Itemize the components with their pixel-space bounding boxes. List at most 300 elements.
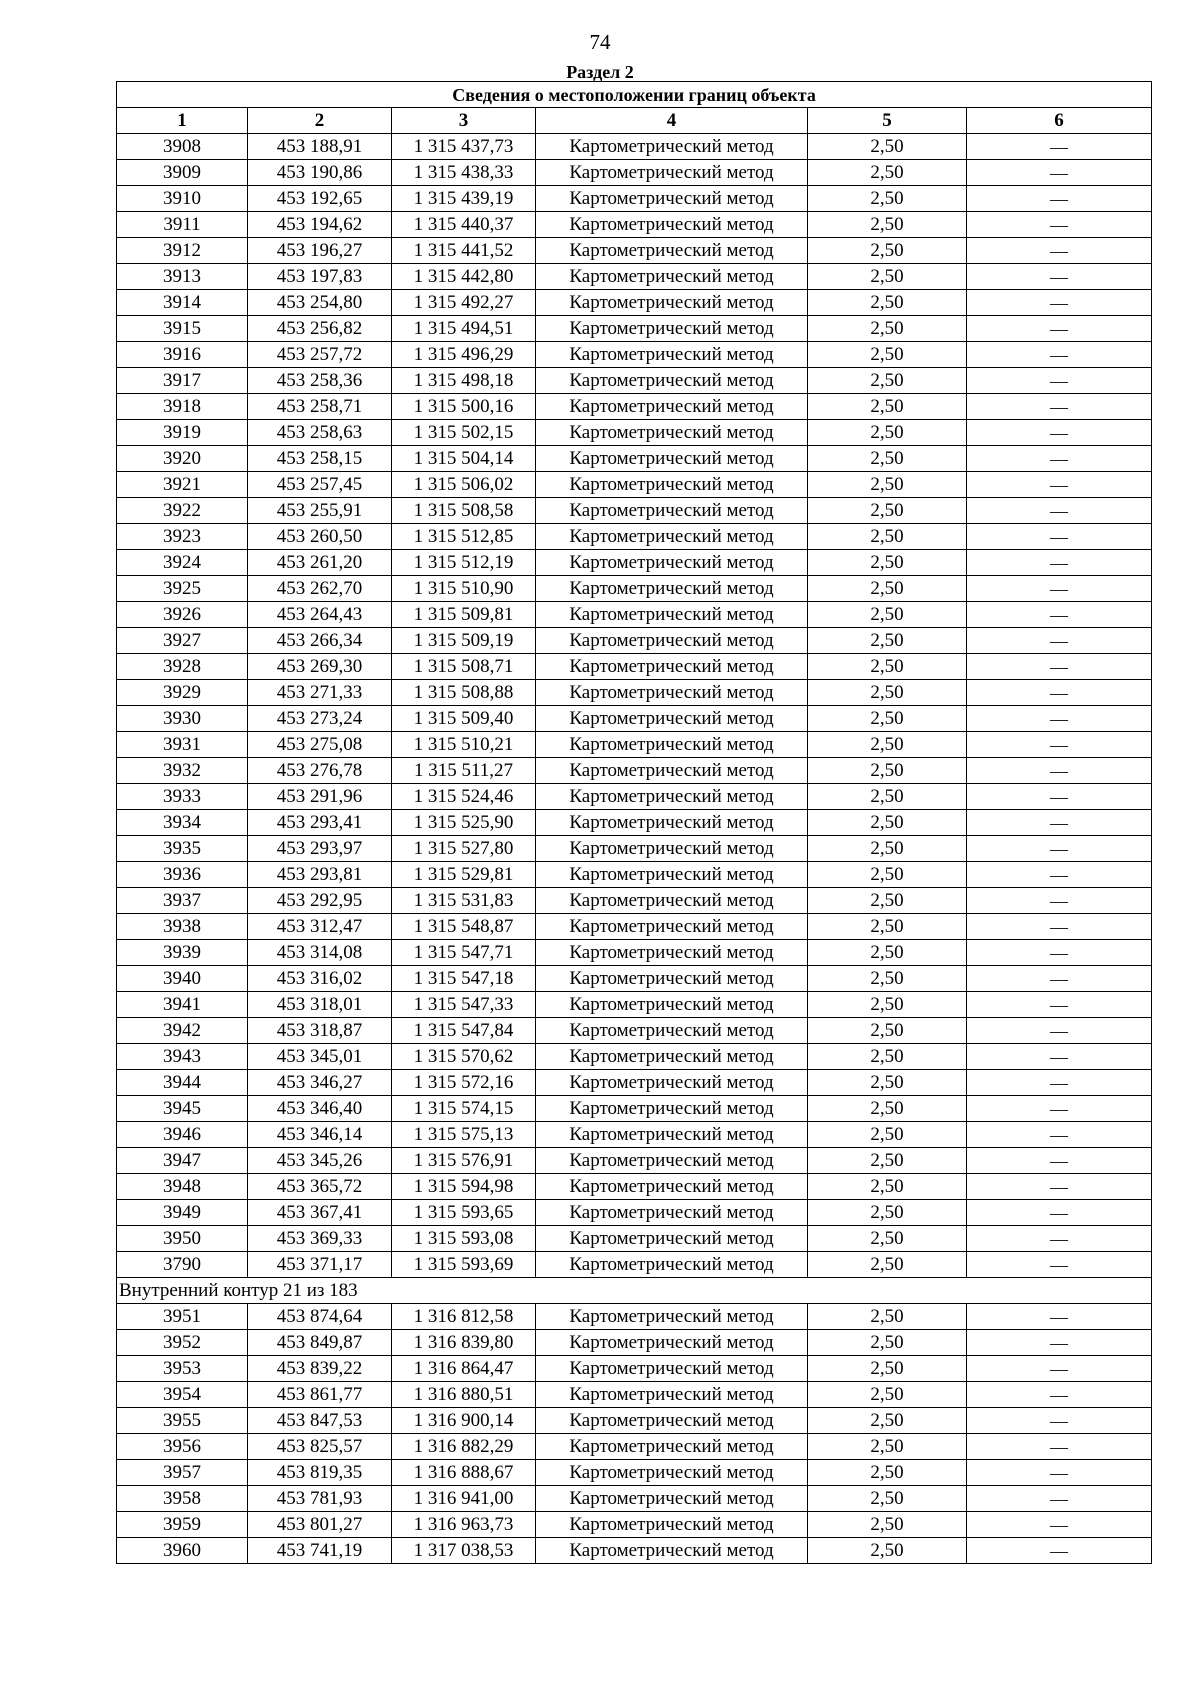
y-coordinate-cell: 1 315 506,02 xyxy=(392,472,536,498)
point-number-cell: 3915 xyxy=(117,316,248,342)
accuracy-cell: 2,50 xyxy=(808,862,967,888)
table-row xyxy=(117,1408,1152,1434)
table-row xyxy=(117,420,1152,446)
x-coordinate-cell: 453 264,43 xyxy=(248,602,392,628)
point-number-cell: 3947 xyxy=(117,1148,248,1174)
y-coordinate-cell: 1 315 440,37 xyxy=(392,212,536,238)
description-cell: — xyxy=(967,212,1152,238)
y-coordinate-cell: 1 315 492,27 xyxy=(392,290,536,316)
description-cell: — xyxy=(967,1460,1152,1486)
point-number-cell: 3913 xyxy=(117,264,248,290)
table-row xyxy=(117,1486,1152,1512)
accuracy-cell: 2,50 xyxy=(808,758,967,784)
description-cell: — xyxy=(967,498,1152,524)
description-cell: — xyxy=(967,706,1152,732)
y-coordinate-cell: 1 316 839,80 xyxy=(392,1330,536,1356)
method-cell: Картометрический метод xyxy=(536,966,808,992)
point-number-cell: 3921 xyxy=(117,472,248,498)
accuracy-cell: 2,50 xyxy=(808,1538,967,1564)
point-number-cell: 3926 xyxy=(117,602,248,628)
column-header: 6 xyxy=(967,108,1152,134)
method-cell: Картометрический метод xyxy=(536,446,808,472)
accuracy-cell: 2,50 xyxy=(808,914,967,940)
table-row xyxy=(117,602,1152,628)
accuracy-cell: 2,50 xyxy=(808,420,967,446)
y-coordinate-cell: 1 315 510,21 xyxy=(392,732,536,758)
method-cell: Картометрический метод xyxy=(536,1382,808,1408)
table-row xyxy=(117,1460,1152,1486)
x-coordinate-cell: 453 258,36 xyxy=(248,368,392,394)
method-cell: Картометрический метод xyxy=(536,238,808,264)
column-header: 1 xyxy=(117,108,248,134)
y-coordinate-cell: 1 316 864,47 xyxy=(392,1356,536,1382)
method-cell: Картометрический метод xyxy=(536,524,808,550)
table-row xyxy=(117,1096,1152,1122)
method-cell: Картометрический метод xyxy=(536,680,808,706)
table-row xyxy=(117,1148,1152,1174)
y-coordinate-cell: 1 315 547,84 xyxy=(392,1018,536,1044)
y-coordinate-cell: 1 315 502,15 xyxy=(392,420,536,446)
table-row xyxy=(117,1304,1152,1330)
accuracy-cell: 2,50 xyxy=(808,238,967,264)
y-coordinate-cell: 1 315 509,19 xyxy=(392,628,536,654)
accuracy-cell: 2,50 xyxy=(808,316,967,342)
table-row xyxy=(117,784,1152,810)
accuracy-cell: 2,50 xyxy=(808,1122,967,1148)
table-row xyxy=(117,836,1152,862)
table-row xyxy=(117,1538,1152,1564)
x-coordinate-cell: 453 254,80 xyxy=(248,290,392,316)
method-cell: Картометрический метод xyxy=(536,1356,808,1382)
method-cell: Картометрический метод xyxy=(536,134,808,160)
method-cell: Картометрический метод xyxy=(536,1304,808,1330)
x-coordinate-cell: 453 849,87 xyxy=(248,1330,392,1356)
table-row xyxy=(117,212,1152,238)
y-coordinate-cell: 1 315 572,16 xyxy=(392,1070,536,1096)
description-cell: — xyxy=(967,1304,1152,1330)
point-number-cell: 3919 xyxy=(117,420,248,446)
y-coordinate-cell: 1 315 593,65 xyxy=(392,1200,536,1226)
description-cell: — xyxy=(967,836,1152,862)
point-number-cell: 3956 xyxy=(117,1434,248,1460)
y-coordinate-cell: 1 315 547,71 xyxy=(392,940,536,966)
accuracy-cell: 2,50 xyxy=(808,1226,967,1252)
x-coordinate-cell: 453 260,50 xyxy=(248,524,392,550)
table-row xyxy=(117,680,1152,706)
description-cell: — xyxy=(967,888,1152,914)
point-number-cell: 3908 xyxy=(117,134,248,160)
y-coordinate-cell: 1 316 963,73 xyxy=(392,1512,536,1538)
accuracy-cell: 2,50 xyxy=(808,368,967,394)
method-cell: Картометрический метод xyxy=(536,1018,808,1044)
y-coordinate-cell: 1 315 548,87 xyxy=(392,914,536,940)
accuracy-cell: 2,50 xyxy=(808,966,967,992)
accuracy-cell: 2,50 xyxy=(808,1434,967,1460)
accuracy-cell: 2,50 xyxy=(808,940,967,966)
y-coordinate-cell: 1 315 498,18 xyxy=(392,368,536,394)
table-row xyxy=(117,1512,1152,1538)
contour-label: Внутренний контур 21 из 183 xyxy=(117,1278,1152,1304)
x-coordinate-cell: 453 293,41 xyxy=(248,810,392,836)
accuracy-cell: 2,50 xyxy=(808,1096,967,1122)
x-coordinate-cell: 453 275,08 xyxy=(248,732,392,758)
point-number-cell: 3790 xyxy=(117,1252,248,1278)
table-caption-row xyxy=(117,82,1152,108)
table-row xyxy=(117,1122,1152,1148)
point-number-cell: 3928 xyxy=(117,654,248,680)
method-cell: Картометрический метод xyxy=(536,1330,808,1356)
description-cell: — xyxy=(967,1512,1152,1538)
table-row xyxy=(117,940,1152,966)
accuracy-cell: 2,50 xyxy=(808,1486,967,1512)
method-cell: Картометрический метод xyxy=(536,940,808,966)
x-coordinate-cell: 453 257,72 xyxy=(248,342,392,368)
accuracy-cell: 2,50 xyxy=(808,134,967,160)
description-cell: — xyxy=(967,758,1152,784)
point-number-cell: 3936 xyxy=(117,862,248,888)
x-coordinate-cell: 453 365,72 xyxy=(248,1174,392,1200)
method-cell: Картометрический метод xyxy=(536,784,808,810)
point-number-cell: 3912 xyxy=(117,238,248,264)
description-cell: — xyxy=(967,550,1152,576)
method-cell: Картометрический метод xyxy=(536,706,808,732)
x-coordinate-cell: 453 266,34 xyxy=(248,628,392,654)
method-cell: Картометрический метод xyxy=(536,472,808,498)
method-cell: Картометрический метод xyxy=(536,1174,808,1200)
method-cell: Картометрический метод xyxy=(536,1252,808,1278)
description-cell: — xyxy=(967,576,1152,602)
column-header: 2 xyxy=(248,108,392,134)
table-row xyxy=(117,732,1152,758)
y-coordinate-cell: 1 315 442,80 xyxy=(392,264,536,290)
description-cell: — xyxy=(967,1434,1152,1460)
description-cell: — xyxy=(967,810,1152,836)
description-cell: — xyxy=(967,1408,1152,1434)
y-coordinate-cell: 1 315 593,08 xyxy=(392,1226,536,1252)
description-cell: — xyxy=(967,654,1152,680)
y-coordinate-cell: 1 315 547,18 xyxy=(392,966,536,992)
y-coordinate-cell: 1 315 547,33 xyxy=(392,992,536,1018)
table-row xyxy=(117,1070,1152,1096)
table-row xyxy=(117,628,1152,654)
y-coordinate-cell: 1 315 575,13 xyxy=(392,1122,536,1148)
description-cell: — xyxy=(967,680,1152,706)
description-cell: — xyxy=(967,186,1152,212)
accuracy-cell: 2,50 xyxy=(808,1304,967,1330)
description-cell: — xyxy=(967,966,1152,992)
y-coordinate-cell: 1 315 512,85 xyxy=(392,524,536,550)
accuracy-cell: 2,50 xyxy=(808,1044,967,1070)
point-number-cell: 3957 xyxy=(117,1460,248,1486)
point-number-cell: 3938 xyxy=(117,914,248,940)
method-cell: Картометрический метод xyxy=(536,1226,808,1252)
accuracy-cell: 2,50 xyxy=(808,550,967,576)
y-coordinate-cell: 1 315 529,81 xyxy=(392,862,536,888)
x-coordinate-cell: 453 312,47 xyxy=(248,914,392,940)
description-cell: — xyxy=(967,1252,1152,1278)
description-cell: — xyxy=(967,940,1152,966)
table-row xyxy=(117,524,1152,550)
description-cell: — xyxy=(967,1538,1152,1564)
table-body xyxy=(117,134,1152,1564)
accuracy-cell: 2,50 xyxy=(808,186,967,212)
point-number-cell: 3955 xyxy=(117,1408,248,1434)
method-cell: Картометрический метод xyxy=(536,1044,808,1070)
method-cell: Картометрический метод xyxy=(536,1460,808,1486)
point-number-cell: 3934 xyxy=(117,810,248,836)
y-coordinate-cell: 1 315 437,73 xyxy=(392,134,536,160)
table-row xyxy=(117,498,1152,524)
description-cell: — xyxy=(967,1486,1152,1512)
description-cell: — xyxy=(967,1174,1152,1200)
x-coordinate-cell: 453 825,57 xyxy=(248,1434,392,1460)
y-coordinate-cell: 1 317 038,53 xyxy=(392,1538,536,1564)
table-row xyxy=(117,1018,1152,1044)
accuracy-cell: 2,50 xyxy=(808,810,967,836)
method-cell: Картометрический метод xyxy=(536,160,808,186)
y-coordinate-cell: 1 315 508,58 xyxy=(392,498,536,524)
table-row xyxy=(117,394,1152,420)
method-cell: Картометрический метод xyxy=(536,836,808,862)
description-cell: — xyxy=(967,602,1152,628)
point-number-cell: 3930 xyxy=(117,706,248,732)
y-coordinate-cell: 1 315 508,71 xyxy=(392,654,536,680)
description-cell: — xyxy=(967,1148,1152,1174)
y-coordinate-cell: 1 315 512,19 xyxy=(392,550,536,576)
point-number-cell: 3948 xyxy=(117,1174,248,1200)
y-coordinate-cell: 1 315 500,16 xyxy=(392,394,536,420)
point-number-cell: 3932 xyxy=(117,758,248,784)
method-cell: Картометрический метод xyxy=(536,420,808,446)
x-coordinate-cell: 453 839,22 xyxy=(248,1356,392,1382)
description-cell: — xyxy=(967,732,1152,758)
x-coordinate-cell: 453 345,26 xyxy=(248,1148,392,1174)
y-coordinate-cell: 1 315 439,19 xyxy=(392,186,536,212)
accuracy-cell: 2,50 xyxy=(808,576,967,602)
x-coordinate-cell: 453 367,41 xyxy=(248,1200,392,1226)
point-number-cell: 3944 xyxy=(117,1070,248,1096)
accuracy-cell: 2,50 xyxy=(808,290,967,316)
accuracy-cell: 2,50 xyxy=(808,1070,967,1096)
y-coordinate-cell: 1 315 576,91 xyxy=(392,1148,536,1174)
accuracy-cell: 2,50 xyxy=(808,628,967,654)
point-number-cell: 3933 xyxy=(117,784,248,810)
x-coordinate-cell: 453 847,53 xyxy=(248,1408,392,1434)
method-cell: Картометрический метод xyxy=(536,394,808,420)
y-coordinate-cell: 1 315 508,88 xyxy=(392,680,536,706)
method-cell: Картометрический метод xyxy=(536,1408,808,1434)
x-coordinate-cell: 453 256,82 xyxy=(248,316,392,342)
description-cell: — xyxy=(967,1044,1152,1070)
method-cell: Картометрический метод xyxy=(536,602,808,628)
point-number-cell: 3958 xyxy=(117,1486,248,1512)
method-cell: Картометрический метод xyxy=(536,1434,808,1460)
x-coordinate-cell: 453 314,08 xyxy=(248,940,392,966)
method-cell: Картометрический метод xyxy=(536,758,808,784)
table-row xyxy=(117,862,1152,888)
y-coordinate-cell: 1 315 594,98 xyxy=(392,1174,536,1200)
description-cell: — xyxy=(967,628,1152,654)
method-cell: Картометрический метод xyxy=(536,810,808,836)
description-cell: — xyxy=(967,238,1152,264)
section-title: Раздел 2 xyxy=(566,62,634,82)
accuracy-cell: 2,50 xyxy=(808,1148,967,1174)
accuracy-cell: 2,50 xyxy=(808,1460,967,1486)
point-number-cell: 3959 xyxy=(117,1512,248,1538)
accuracy-cell: 2,50 xyxy=(808,732,967,758)
x-coordinate-cell: 453 258,71 xyxy=(248,394,392,420)
x-coordinate-cell: 453 190,86 xyxy=(248,160,392,186)
point-number-cell: 3920 xyxy=(117,446,248,472)
method-cell: Картометрический метод xyxy=(536,212,808,238)
table-row xyxy=(117,966,1152,992)
table-row xyxy=(117,368,1152,394)
table-row xyxy=(117,238,1152,264)
y-coordinate-cell: 1 315 438,33 xyxy=(392,160,536,186)
y-coordinate-cell: 1 316 888,67 xyxy=(392,1460,536,1486)
accuracy-cell: 2,50 xyxy=(808,498,967,524)
y-coordinate-cell: 1 316 882,29 xyxy=(392,1434,536,1460)
table-row xyxy=(117,264,1152,290)
x-coordinate-cell: 453 318,87 xyxy=(248,1018,392,1044)
x-coordinate-cell: 453 192,65 xyxy=(248,186,392,212)
accuracy-cell: 2,50 xyxy=(808,394,967,420)
table-row xyxy=(117,1174,1152,1200)
table-row xyxy=(117,1356,1152,1382)
accuracy-cell: 2,50 xyxy=(808,212,967,238)
point-number-cell: 3917 xyxy=(117,368,248,394)
column-header: 3 xyxy=(392,108,536,134)
point-number-cell: 3927 xyxy=(117,628,248,654)
point-number-cell: 3935 xyxy=(117,836,248,862)
method-cell: Картометрический метод xyxy=(536,914,808,940)
description-cell: — xyxy=(967,316,1152,342)
description-cell: — xyxy=(967,1200,1152,1226)
table-row xyxy=(117,1044,1152,1070)
accuracy-cell: 2,50 xyxy=(808,160,967,186)
description-cell: — xyxy=(967,290,1152,316)
method-cell: Картометрический метод xyxy=(536,732,808,758)
method-cell: Картометрический метод xyxy=(536,1122,808,1148)
accuracy-cell: 2,50 xyxy=(808,1252,967,1278)
accuracy-cell: 2,50 xyxy=(808,654,967,680)
table-row xyxy=(117,914,1152,940)
x-coordinate-cell: 453 874,64 xyxy=(248,1304,392,1330)
method-cell: Картометрический метод xyxy=(536,576,808,602)
accuracy-cell: 2,50 xyxy=(808,264,967,290)
table-row xyxy=(117,1200,1152,1226)
table-row xyxy=(117,316,1152,342)
method-cell: Картометрический метод xyxy=(536,1200,808,1226)
accuracy-cell: 2,50 xyxy=(808,836,967,862)
x-coordinate-cell: 453 861,77 xyxy=(248,1382,392,1408)
point-number-cell: 3922 xyxy=(117,498,248,524)
x-coordinate-cell: 453 291,96 xyxy=(248,784,392,810)
method-cell: Картометрический метод xyxy=(536,1538,808,1564)
point-number-cell: 3950 xyxy=(117,1226,248,1252)
y-coordinate-cell: 1 316 880,51 xyxy=(392,1382,536,1408)
column-header: 4 xyxy=(536,108,808,134)
x-coordinate-cell: 453 258,63 xyxy=(248,420,392,446)
method-cell: Картометрический метод xyxy=(536,368,808,394)
y-coordinate-cell: 1 315 496,29 xyxy=(392,342,536,368)
description-cell: — xyxy=(967,394,1152,420)
method-cell: Картометрический метод xyxy=(536,498,808,524)
accuracy-cell: 2,50 xyxy=(808,1356,967,1382)
point-number-cell: 3945 xyxy=(117,1096,248,1122)
method-cell: Картометрический метод xyxy=(536,1148,808,1174)
x-coordinate-cell: 453 346,40 xyxy=(248,1096,392,1122)
description-cell: — xyxy=(967,862,1152,888)
accuracy-cell: 2,50 xyxy=(808,1174,967,1200)
x-coordinate-cell: 453 269,30 xyxy=(248,654,392,680)
accuracy-cell: 2,50 xyxy=(808,602,967,628)
table-row xyxy=(117,758,1152,784)
description-cell: — xyxy=(967,446,1152,472)
point-number-cell: 3952 xyxy=(117,1330,248,1356)
point-number-cell: 3925 xyxy=(117,576,248,602)
method-cell: Картометрический метод xyxy=(536,888,808,914)
accuracy-cell: 2,50 xyxy=(808,784,967,810)
accuracy-cell: 2,50 xyxy=(808,524,967,550)
point-number-cell: 3951 xyxy=(117,1304,248,1330)
y-coordinate-cell: 1 315 510,90 xyxy=(392,576,536,602)
y-coordinate-cell: 1 315 494,51 xyxy=(392,316,536,342)
point-number-cell: 3910 xyxy=(117,186,248,212)
x-coordinate-cell: 453 262,70 xyxy=(248,576,392,602)
accuracy-cell: 2,50 xyxy=(808,342,967,368)
accuracy-cell: 2,50 xyxy=(808,1408,967,1434)
table-row xyxy=(117,1252,1152,1278)
table-row xyxy=(117,550,1152,576)
x-coordinate-cell: 453 741,19 xyxy=(248,1538,392,1564)
accuracy-cell: 2,50 xyxy=(808,888,967,914)
y-coordinate-cell: 1 316 941,00 xyxy=(392,1486,536,1512)
point-number-cell: 3953 xyxy=(117,1356,248,1382)
y-coordinate-cell: 1 315 509,81 xyxy=(392,602,536,628)
method-cell: Картометрический метод xyxy=(536,1486,808,1512)
table-row xyxy=(117,186,1152,212)
description-cell: — xyxy=(967,1356,1152,1382)
y-coordinate-cell: 1 315 527,80 xyxy=(392,836,536,862)
point-number-cell: 3960 xyxy=(117,1538,248,1564)
point-number-cell: 3916 xyxy=(117,342,248,368)
point-number-cell: 3909 xyxy=(117,160,248,186)
table-row xyxy=(117,992,1152,1018)
y-coordinate-cell: 1 316 900,14 xyxy=(392,1408,536,1434)
x-coordinate-cell: 453 345,01 xyxy=(248,1044,392,1070)
table-header-row xyxy=(117,108,1152,134)
x-coordinate-cell: 453 273,24 xyxy=(248,706,392,732)
method-cell: Картометрический метод xyxy=(536,342,808,368)
point-number-cell: 3942 xyxy=(117,1018,248,1044)
y-coordinate-cell: 1 315 574,15 xyxy=(392,1096,536,1122)
y-coordinate-cell: 1 315 504,14 xyxy=(392,446,536,472)
point-number-cell: 3941 xyxy=(117,992,248,1018)
y-coordinate-cell: 1 315 531,83 xyxy=(392,888,536,914)
table-row xyxy=(117,576,1152,602)
page-number: 74 xyxy=(589,30,611,54)
table-row xyxy=(117,706,1152,732)
method-cell: Картометрический метод xyxy=(536,628,808,654)
y-coordinate-cell: 1 315 511,27 xyxy=(392,758,536,784)
method-cell: Картометрический метод xyxy=(536,862,808,888)
point-number-cell: 3918 xyxy=(117,394,248,420)
accuracy-cell: 2,50 xyxy=(808,992,967,1018)
x-coordinate-cell: 453 258,15 xyxy=(248,446,392,472)
method-cell: Картометрический метод xyxy=(536,1096,808,1122)
table-row xyxy=(117,134,1152,160)
